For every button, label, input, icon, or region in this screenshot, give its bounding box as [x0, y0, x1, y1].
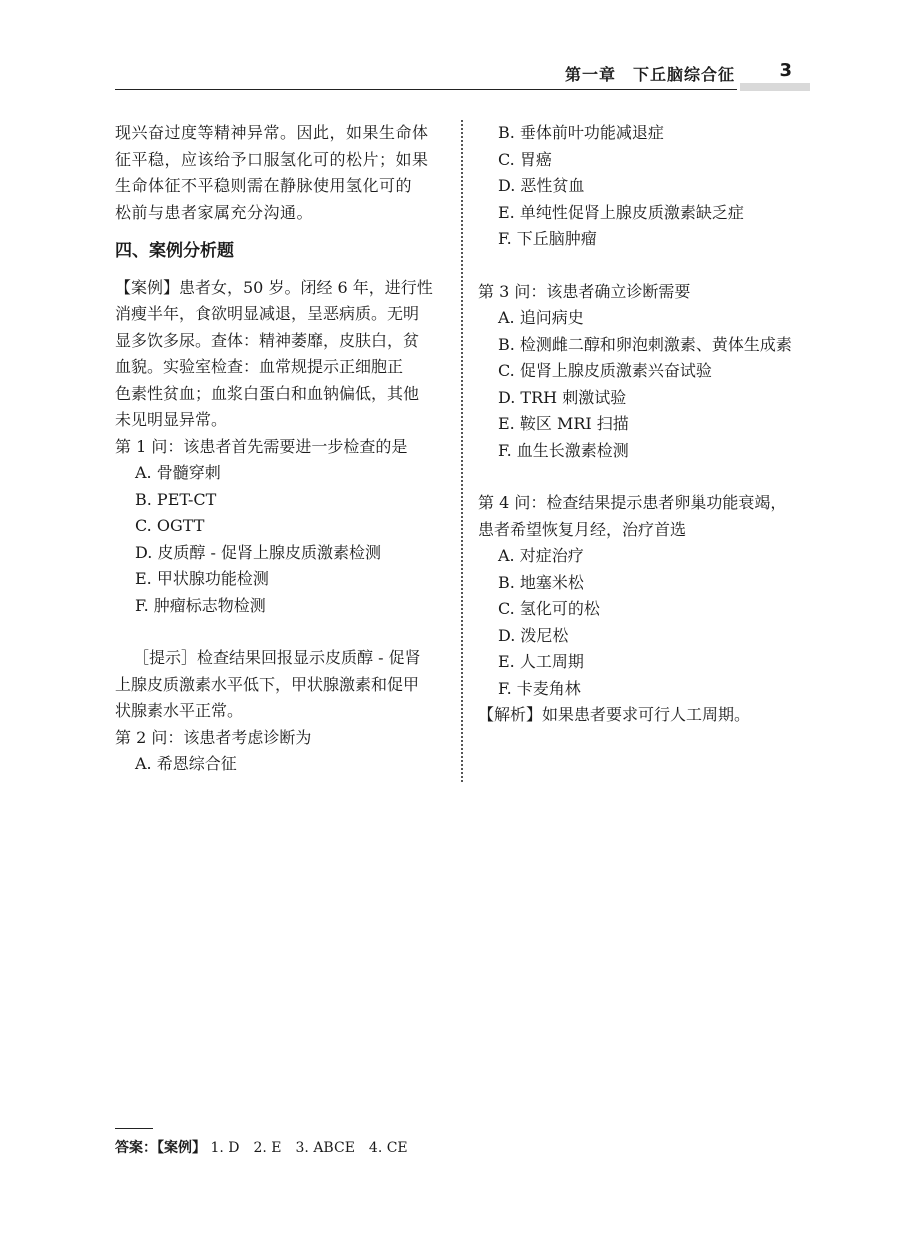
q4-option-b: B. 地塞米松: [498, 572, 584, 592]
intro-line: 生命体征不平稳则需在静脉使用氢化可的: [115, 176, 413, 195]
question-4-stem-line: 第 4 问：检查结果提示患者卵巢功能衰竭，: [478, 493, 787, 512]
spacer: [478, 464, 818, 490]
case-line: 血貌。实验室检查：血常规提示正细胞正: [115, 357, 404, 376]
spacer: [478, 253, 818, 279]
q4-option-d: D. 泼尼松: [498, 625, 569, 645]
q3-option-d: D. TRH 刺激试验: [498, 387, 627, 407]
q3-option-a: A. 追问病史: [498, 308, 584, 327]
spacer: [115, 619, 450, 645]
right-column: [478, 120, 818, 729]
page-number: 3: [779, 60, 792, 81]
hint-line: ［提示］检查结果回报显示皮质醇 - 促肾: [133, 648, 421, 667]
q4-option-c: C. 氢化可的松: [498, 599, 600, 618]
q2-option-d: D. 恶性贫血: [498, 176, 585, 195]
case-line: 消瘦半年，食欲明显减退，呈恶病质。无明: [115, 304, 420, 323]
intro-line: 现兴奋过度等精神异常。因此，如果生命体: [115, 123, 429, 142]
q1-option-e: E. 甲状腺功能检测: [135, 569, 269, 588]
case-line: 【案例】患者女，50 岁。闭经 6 年，进行性: [115, 277, 433, 297]
answer-key-values: 1. D 2. E 3. ABCE 4. CE: [210, 1140, 408, 1156]
hint-line: 上腺皮质激素水平低下，甲状腺激素和促甲: [115, 674, 420, 694]
case-line: 显多饮多尿。查体：精神萎靡，皮肤白，贫: [115, 330, 420, 350]
q3-option-b: B. 检测雌二醇和卵泡刺激素、黄体生成素: [498, 334, 792, 354]
intro-line: 松前与患者家属充分沟通。: [115, 202, 314, 222]
q4-option-e: E. 人工周期: [498, 652, 584, 671]
header-rule: [115, 89, 737, 90]
answer-key-label: 答案：【案例】: [115, 1140, 206, 1156]
q2-option-e: E. 单纯性促肾上腺皮质激素缺乏症: [498, 202, 744, 222]
q2-option-c: C. 胃癌: [498, 149, 552, 169]
q4-option-f: F. 卡麦角林: [498, 678, 581, 698]
q1-option-f: F. 肿瘤标志物检测: [135, 595, 266, 615]
page-header: [115, 56, 810, 92]
q3-option-f: F. 血生长激素检测: [498, 440, 629, 460]
q1-option-c: C. OGTT: [135, 516, 205, 535]
left-column: [115, 120, 450, 778]
section-title: 四、案例分析题: [115, 241, 234, 261]
q3-option-c: C. 促肾上腺皮质激素兴奋试验: [498, 361, 712, 380]
footer-rule: [115, 1128, 153, 1129]
q2-option-a: A. 希恩综合征: [135, 754, 237, 773]
question-2-stem: 第 2 问：该患者考虑诊断为: [115, 727, 312, 747]
case-line: 色素性贫血；血浆白蛋白和血钠偏低，其他: [115, 383, 420, 403]
column-divider: [461, 120, 463, 782]
hint-line: 状腺素水平正常。: [115, 701, 244, 720]
question-3-stem: 第 3 问：该患者确立诊断需要: [478, 281, 691, 301]
chapter-title: 第一章 下丘脑综合征: [564, 65, 735, 84]
q2-option-f: F. 下丘脑肿瘤: [498, 229, 597, 248]
q2-option-b: B. 垂体前叶功能减退症: [498, 123, 664, 142]
question-1-stem: 第 1 问：该患者首先需要进一步检查的是: [115, 436, 408, 456]
answer-key: [115, 1137, 408, 1157]
header-bar: [740, 83, 810, 91]
question-4-stem-line: 患者希望恢复月经，治疗首选: [478, 519, 687, 539]
intro-line: 征平稳，应该给予口服氢化可的松片；如果: [115, 149, 429, 169]
analysis-note: 【解析】如果患者要求可行人工周期。: [478, 705, 751, 724]
q3-option-e: E. 鞍区 MRI 扫描: [498, 414, 629, 433]
q1-option-a: A. 骨髓穿刺: [135, 463, 221, 482]
case-line: 未见明显异常。: [115, 410, 228, 429]
q1-option-b: B. PET-CT: [135, 489, 217, 509]
q1-option-d: D. 皮质醇 - 促肾上腺皮质激素检测: [135, 542, 382, 562]
q4-option-a: A. 对症治疗: [498, 546, 584, 565]
